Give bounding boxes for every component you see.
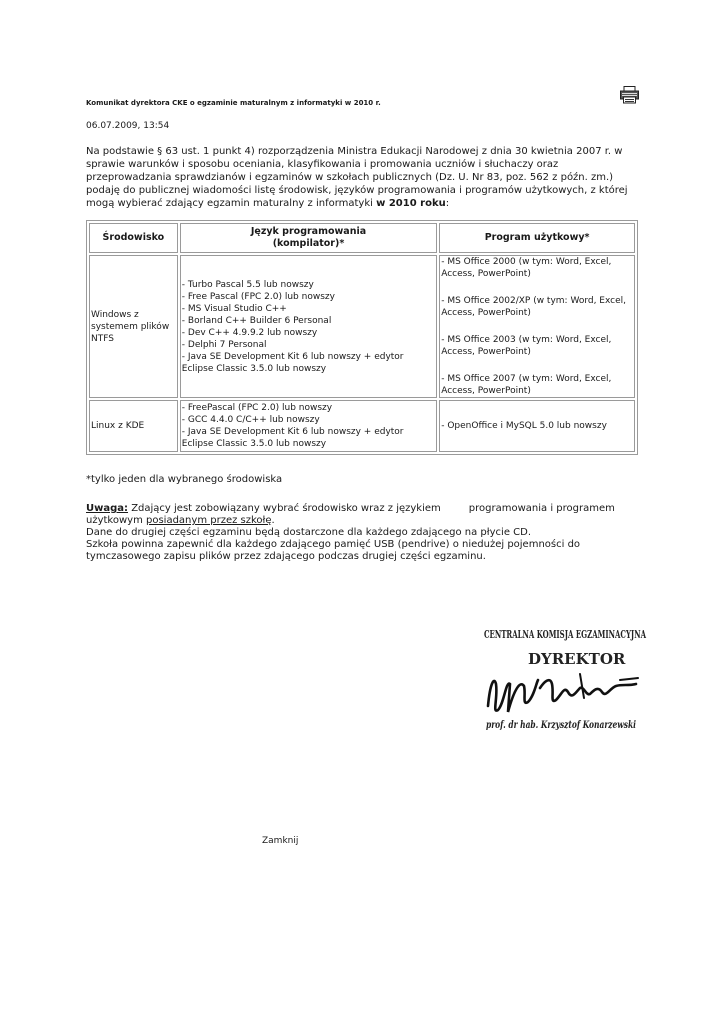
program-item: - MS Office 2002/XP (w tym: Word, Excel, Access, PowerPoint) — [441, 296, 627, 318]
notice-text-2: programowania i programem użytkowym — [86, 503, 615, 526]
table-row — [89, 400, 635, 452]
notice-line-2: Dane do drugiej części egzaminu będą dostarczone dla każdego zdającego na płycie CD. — [86, 527, 532, 538]
notice-block — [86, 503, 636, 563]
table-row — [89, 255, 635, 398]
header-environment: Środowisko — [89, 223, 178, 253]
header-program: Program użytkowy* — [439, 223, 635, 253]
program-item: - MS Office 2003 (w tym: Word, Excel, Access, PowerPoint) — [441, 335, 612, 357]
intro-bold: w 2010 roku — [376, 198, 446, 209]
table-header-row — [89, 223, 635, 253]
stamp-line-2: DYREKTOR — [528, 650, 626, 668]
publish-date: 06.07.2009, 13:54 — [86, 121, 170, 131]
notice-label: Uwaga: — [86, 503, 129, 514]
program-item: - OpenOffice i MySQL 5.0 lub nowszy — [441, 421, 607, 431]
stamp-line-1: CENTRALNA KOMISJA EGZAMINACYJNA — [484, 628, 647, 641]
environments-table — [86, 220, 638, 455]
close-link[interactable]: Zamknij — [262, 836, 299, 846]
languages-cell: - FreePascal (FPC 2.0) lub nowszy - GCC 4.4.0 C/C++ lub nowszy - Java SE Development Kit 6 lub nowszy + edytor Eclipse Classic 3.5.0 lub nowszy — [180, 400, 437, 452]
signature-stamp — [480, 614, 650, 744]
intro-end: : — [445, 198, 450, 209]
notice-line-1 — [86, 503, 636, 527]
programs-cell — [439, 255, 635, 398]
env-cell: Linux z KDE — [89, 400, 178, 452]
intro-text: Na podstawie § 63 ust. 1 punkt 4) rozporządzenia Ministra Edukacji Narodowej z dnia 30 kwietnia 2007 r. w sprawie warunków i sposobu oceniania, klasyfikowania i promowania uczniów i słuchaczy oraz przeprowadzania sprawdzianów i egzaminów w szkołach publicznych (Dz. U. Nr 83, poz. 562 z późn. zm.) podaję do publicznej wiadomości listę środowisk, języków programowania i programów użytkowych, z której mogą wybierać zdający egzamin maturalny z informatyki — [86, 146, 628, 209]
header-language: Język programowania (kompilator)* — [180, 223, 437, 253]
programs-cell — [439, 400, 635, 452]
intro-paragraph — [86, 145, 636, 210]
program-item: - MS Office 2007 (w tym: Word, Excel, Access, PowerPoint) — [441, 374, 612, 396]
footnote: *tylko jeden dla wybranego środowiska — [86, 474, 283, 485]
program-item: - MS Office 2000 (w tym: Word, Excel, Access, PowerPoint) — [441, 257, 612, 279]
languages-cell: - Turbo Pascal 5.5 lub nowszy - Free Pascal (FPC 2.0) lub nowszy - MS Visual Studio C++ - Borland C++ Builder 6 Personal - Dev C++ 4.9.9.2 lub nowszy - Delphi 7 Personal - Java SE Development Kit 6 lub nowszy + edytor Eclipse Classic 3.5.0 lub nowszy — [180, 255, 437, 398]
notice-line-3: Szkoła powinna zapewnić dla każdego zdającego pamięć USB (pendrive) o niedużej pojemności do tymczasowego zapisu plików przez zdającego podczas drugiej części egzaminu. — [86, 539, 581, 562]
printer-icon[interactable] — [620, 86, 639, 104]
stamp-name: prof. dr hab. Krzysztof Konarzewski — [486, 720, 637, 731]
notice-text-1: Zdający jest zobowiązany wybrać środowisko wraz z językiem — [128, 503, 441, 514]
notice-text-3: . — [271, 515, 275, 526]
notice-underlined: posiadanym przez szkołę — [146, 515, 272, 526]
env-cell: Windows z systemem plików NTFS — [89, 255, 178, 398]
page-title: Komunikat dyrektora CKE o egzaminie maturalnym z informatyki w 2010 r. — [86, 99, 381, 107]
